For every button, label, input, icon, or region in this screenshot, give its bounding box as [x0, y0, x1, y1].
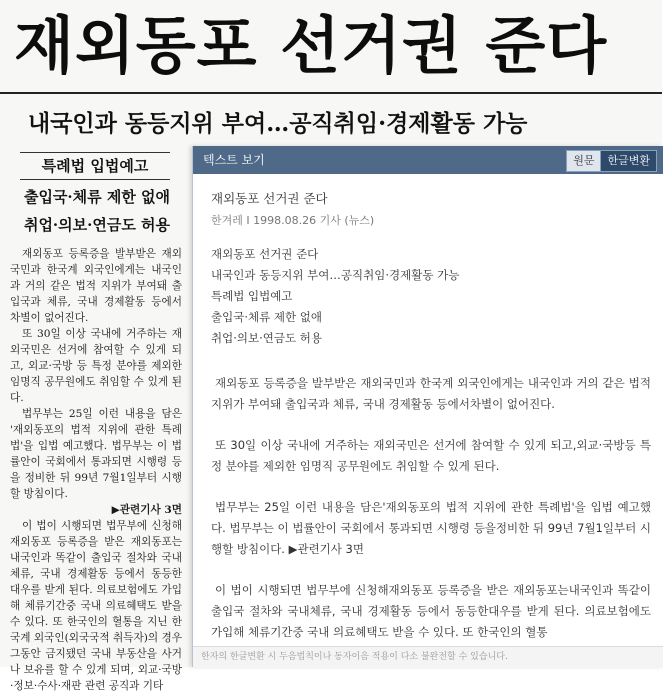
article-head-line: 출입국·체류 제한 없애	[211, 310, 322, 324]
article-paragraph: 재외동포 등록증을 발부받은 재외국민과 한국계 외국인에게는 내국인과 거의 같은 법적 지위가 부여돼 출입국과 체류, 국내 경제활동 등에서차별이 없어진다.	[211, 376, 651, 411]
newspaper-box-title: 특례법 입법예고	[20, 152, 170, 180]
newspaper-headline: 재외동포 선거권 준다	[14, 9, 608, 82]
article-head-line: 내국인과 동등지위 부여…공직취임·경제활동 가능	[211, 268, 460, 282]
newspaper-deck-1: 출입국·체류 제한 없애	[23, 188, 171, 206]
text-viewer-title: 텍스트 보기	[203, 153, 265, 167]
newspaper-deck-2: 취업·의보·연금도 허용	[23, 216, 171, 234]
newspaper-subheadline: 내국인과 동등지위 부여…공직취임·경제활동 가능	[28, 110, 528, 137]
newspaper-paragraph: 법무부는 25일 이런 내용을 담은 '재외동포의 법적 지위에 관한 특례법'을 입법 예고했다. 법무부는 이 법률안이 국회에서 통과되면 시행령 등을 정비한 뒤 99년 7월1일부터 시행할 방침이다.	[10, 408, 182, 500]
article-paragraph: 법무부는 25일 이런 내용을 담은'재외동포의 법적 지위에 관한 특례법'을 입법 예고했다. 법무부는 이 법률안이 국회에서 통과되면 시행령 등을정비한 뒤 99년 7월1일부터 시행할 방침이다. ▶관련기사 3면	[211, 500, 651, 556]
text-viewer-content[interactable]	[211, 186, 651, 641]
tab-hangul-convert[interactable]: 한글변환	[601, 150, 657, 172]
newspaper-paragraph: 재외동포 등록증을 발부받은 재외국민과 한국계 외국인에게는 내국인과 거의 같은 법적 지위가 부여돼 출입국과 체류, 국내 경제활동 등에서 차별이 없어진다.	[10, 248, 182, 324]
conversion-notice: 한자의 한글변환 시 두음법칙이나 동자이음 적용이 다소 불완전할 수 있습니다.	[201, 652, 508, 662]
article-meta: 한겨레 I 1998.08.26 기사 (뉴스)	[211, 214, 375, 227]
article-paragraph: 이 법이 시행되면 법무부에 신청해재외동포 등록증을 받은 재외동포는내국인과 똑같이 출입국 절차와 국내체류, 국내 경제활동 등에서 동등한대우를 받게 된다. 의료보험에도 가입해 체류기간중 국내 의료혜택도 받을 수 있다. 또 한국인의 혈통	[211, 583, 651, 639]
view-mode-tabs	[566, 150, 657, 170]
newspaper-paragraph: 또 30일 이상 국내에 거주하는 재외국민은 선거에 참여할 수 있게 되고, 외교·국방 등 특정 분야를 제외한 임명직 공무원에도 취임할 수 있게 된다.	[10, 328, 182, 404]
article-head-line: 취업·의보·연금도 허용	[211, 331, 322, 345]
text-viewer-footer	[193, 646, 663, 668]
article-head-line: 특례법 입법예고	[211, 289, 293, 303]
newspaper-left-column	[0, 150, 186, 692]
text-viewer-panel	[192, 146, 663, 667]
article-heads	[211, 244, 651, 349]
article-head-line: 재외동포 선거권 준다	[211, 247, 319, 261]
newspaper-related-link: ▶관련기사 3면	[111, 504, 182, 516]
tab-original[interactable]: 원문	[566, 150, 601, 172]
article-title: 재외동포 선거권 준다	[211, 191, 328, 206]
text-viewer-header	[193, 146, 663, 174]
article-paragraph: 또 30일 이상 국내에 거주하는 재외국민은 선거에 참여할 수 있게 되고,외교·국방등 특정 분야를 제외한 임명직 공무원에도 취임할 수 있게 된다.	[211, 438, 651, 473]
newspaper-paragraph: 이 법이 시행되면 법무부에 신청해 재외동포 등록증을 받은 재외동포는 내국인과 똑같이 출입국 절차와 국내 체류, 국내 경제활동 등에서 동등한 대우를 받게 된다. 의료보험에도 가입해 체류기간중 국내 의료혜택도 받을 수 있다. 또 한국인의 혈통을 지닌 한국계 외국인(외국국적 취득자)의 경우 그동안 금지됐던 국내 부동산을 사거나 보유를 할 수 있게 되며, 외교·국방·정보·수사·재판 관련 공직과 기타	[10, 520, 182, 692]
headline-divider	[0, 92, 662, 94]
newspaper-body	[10, 246, 182, 694]
